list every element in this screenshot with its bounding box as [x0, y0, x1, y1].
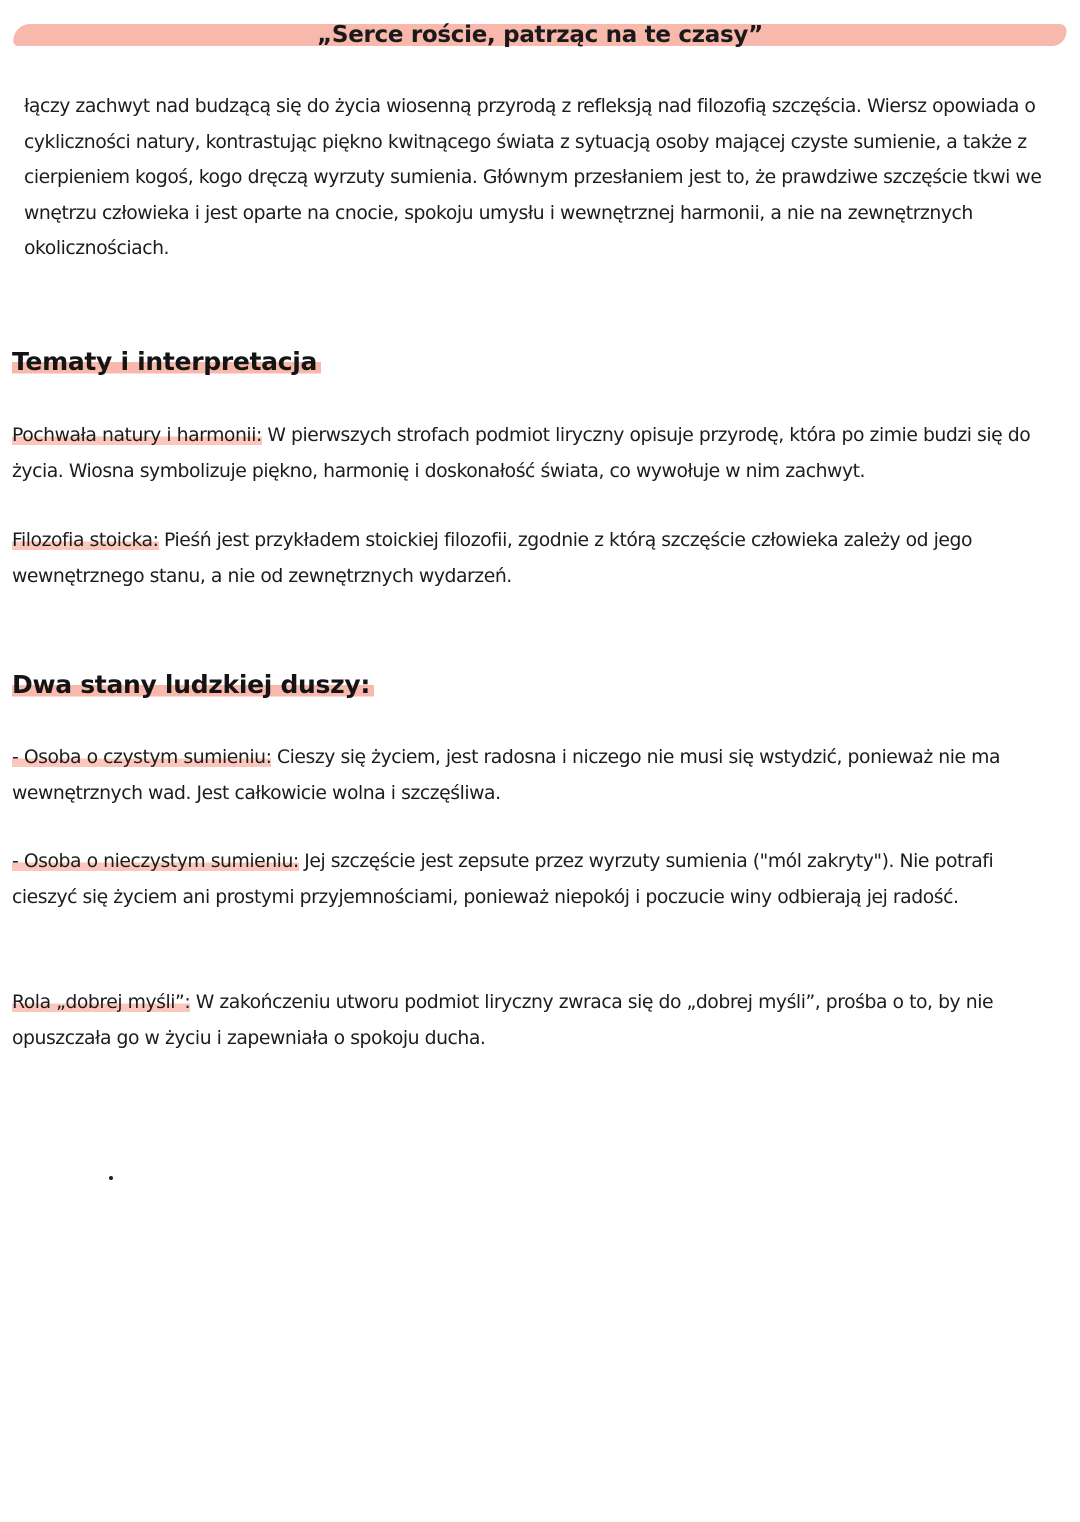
paragraph-stoic-philosophy: [12, 523, 1062, 594]
label-clean-conscience: - Osoba o czystym sumieniu:: [12, 747, 272, 768]
section-heading-themes-text: Tematy i interpretacja: [12, 347, 321, 376]
text-clean-conscience: Cieszy się życiem, jest radosna i niczego nie musi się wstydzić, ponieważ nie ma wewnętrznych wad. Jest całkowicie wolna i szczęśliwa.: [12, 747, 1001, 804]
label-good-thought: Rola „dobrej myśli”:: [12, 992, 191, 1013]
paragraph-nature-harmony: [12, 418, 1062, 489]
text-unclean-conscience: Jej szczęście jest zepsute przez wyrzuty sumienia ("mól zakryty"). Nie potrafi cieszyć się życiem ani prostymi przyjemnościami, ponieważ niepokój i poczucie winy odbierają jej radość.: [12, 851, 994, 908]
label-unclean-conscience: - Osoba o nieczystym sumieniu:: [12, 851, 299, 872]
label-nature-harmony: Pochwała natury i harmonii:: [12, 425, 262, 446]
section-heading-two-states: [12, 668, 374, 702]
section-heading-themes: [12, 345, 321, 379]
paragraph-good-thought: [12, 985, 1062, 1056]
stray-dot-mark: [109, 1176, 113, 1180]
section-heading-two-states-text: Dwa stany ludzkiej duszy:: [12, 670, 374, 699]
text-stoic-philosophy: Pieśń jest przykładem stoickiej filozofii, zgodnie z którą szczęście człowieka zależy od jego wewnętrznego stanu, a nie od zewnętrznych wydarzeń.: [12, 530, 973, 587]
label-stoic-philosophy: Filozofia stoicka:: [12, 530, 159, 551]
text-good-thought: W zakończeniu utworu podmiot liryczny zwraca się do „dobrej myśli”, prośba o to, by nie opuszczała go w życiu i zapewniała o spokoju ducha.: [12, 992, 994, 1049]
paragraph-clean-conscience: [12, 740, 1062, 811]
page-title: „Serce roście, patrząc na te czasy”: [317, 22, 763, 48]
text-nature-harmony: W pierwszych strofach podmiot liryczny opisuje przyrodę, która po zimie budzi się do życia. Wiosna symbolizuje piękno, harmonię i doskonałość świata, co wywołuje w nim zachwyt.: [12, 425, 1031, 482]
paragraph-unclean-conscience: [12, 844, 1062, 915]
title-banner: [14, 18, 1066, 52]
intro-paragraph: łączy zachwyt nad budzącą się do życia wiosenną przyrodą z refleksją nad filozofią szczęścia. Wiersz opowiada o cykliczności natury, kontrastując piękno kwitnącego świata z sytuacją osoby mającej czyste sumienie, a także z cierpieniem kogoś, kogo dręczą wyrzuty sumienia. Głównym przesłaniem jest to, że prawdziwe szczęście tkwi we wnętrzu człowieka i jest oparte na cnocie, spokoju umysłu i wewnętrznej harmonii, a nie na zewnętrznych okolicznościach.: [24, 96, 1042, 259]
